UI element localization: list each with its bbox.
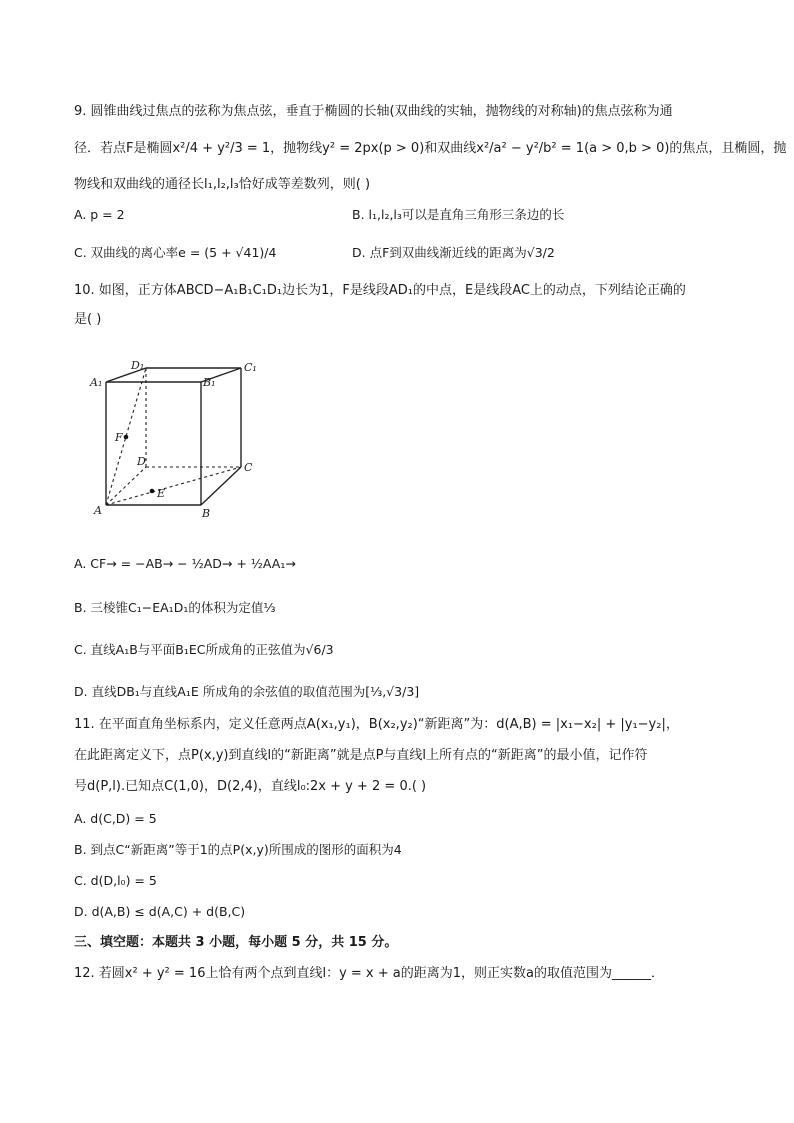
label-b: B: [202, 507, 211, 520]
q9-option-a: A. p = 2: [74, 207, 125, 222]
q11-stem-line1: 11. 在平面直角坐标系内，定义任意两点A(x₁,y₁)，B(x₂,y₂)“新距离”为：d(A,B) = |x₁−x₂| + |y₁−y₂|，: [74, 717, 679, 732]
q11-stem-line3: 号d(P,l).已知点C(1,0)，D(2,4)，直线l₀:2x + y + 2 = 0.( ): [74, 779, 427, 794]
q11-option-a: A. d(C,D) = 5: [74, 811, 157, 826]
q10-option-b: B. 三棱锥C₁−EA₁D₁的体积为定值⅓: [74, 600, 276, 615]
q10-option-d: D. 直线DB₁与直线A₁E 所成角的余弦值的取值范围为[⅓,√3/3]: [74, 684, 420, 699]
point-e: [150, 489, 155, 494]
q9-option-b: B. l₁,l₂,l₃可以是直角三角形三条边的长: [352, 207, 565, 222]
section-heading-fill-in: 三、填空题：本题共 3 小题，每小题 5 分，共 15 分。: [74, 935, 398, 950]
q11-option-c: C. d(D,l₀) = 5: [74, 873, 157, 888]
q10-stem-line1: 10. 如图，正方体ABCD−A₁B₁C₁D₁边长为1，F是线段AD₁的中点，E是线段AC上的动点，下列结论正确的: [74, 283, 686, 298]
q9-stem-line1: 9. 圆锥曲线过焦点的弦称为焦点弦，垂直于椭圆的长轴(双曲线的实轴，抛物线的对称轴)的焦点弦称为通: [74, 104, 673, 119]
label-e: E: [157, 487, 166, 500]
q9-stem-line2: 径．若点F是椭圆x²/4 + y²/3 = 1，抛物线y² = 2px(p > 0)和双曲线x²/a² − y²/b² = 1(a > 0,b > 0)的焦点，且椭圆，抛: [74, 141, 787, 156]
q11-stem-line2: 在此距离定义下，点P(x,y)到直线l的“新距离”就是点P与直线l上所有点的“新距离”的最小值，记作符: [74, 748, 648, 763]
label-c1: C₁: [244, 361, 257, 374]
q12-stem: 12. 若圆x² + y² = 16上恰有两个点到直线l：y = x + a的距离为1，则正实数a的取值范围为______．: [74, 966, 664, 981]
q10-option-a: A. CF→ = −AB→ − ½AD→ + ½AA₁→: [74, 556, 296, 571]
label-d1: D₁: [131, 359, 145, 372]
label-f: F: [115, 431, 123, 444]
label-a: A: [94, 504, 102, 517]
label-b1: B₁: [203, 376, 216, 389]
cube-figure: [86, 355, 266, 525]
q9-option-c: C. 双曲线的离心率e = (5 + √41)/4: [74, 245, 277, 260]
q11-option-b: B. 到点C“新距离”等于1的点P(x,y)所围成的图形的面积为4: [74, 842, 402, 857]
q10-stem-line2: 是( ): [74, 312, 102, 327]
q11-option-d: D. d(A,B) ≤ d(A,C) + d(B,C): [74, 904, 246, 919]
q10-option-c: C. 直线A₁B与平面B₁EC所成角的正弦值为√6/3: [74, 642, 334, 657]
label-d: D: [137, 455, 146, 468]
q9-option-d: D. 点F到双曲线渐近线的距离为√3/2: [352, 245, 555, 260]
q9-stem-line3: 物线和双曲线的通径长l₁,l₂,l₃恰好成等差数列，则( ): [74, 177, 371, 192]
label-c: C: [244, 461, 253, 474]
label-a1: A₁: [90, 376, 103, 389]
point-f: [124, 435, 129, 440]
